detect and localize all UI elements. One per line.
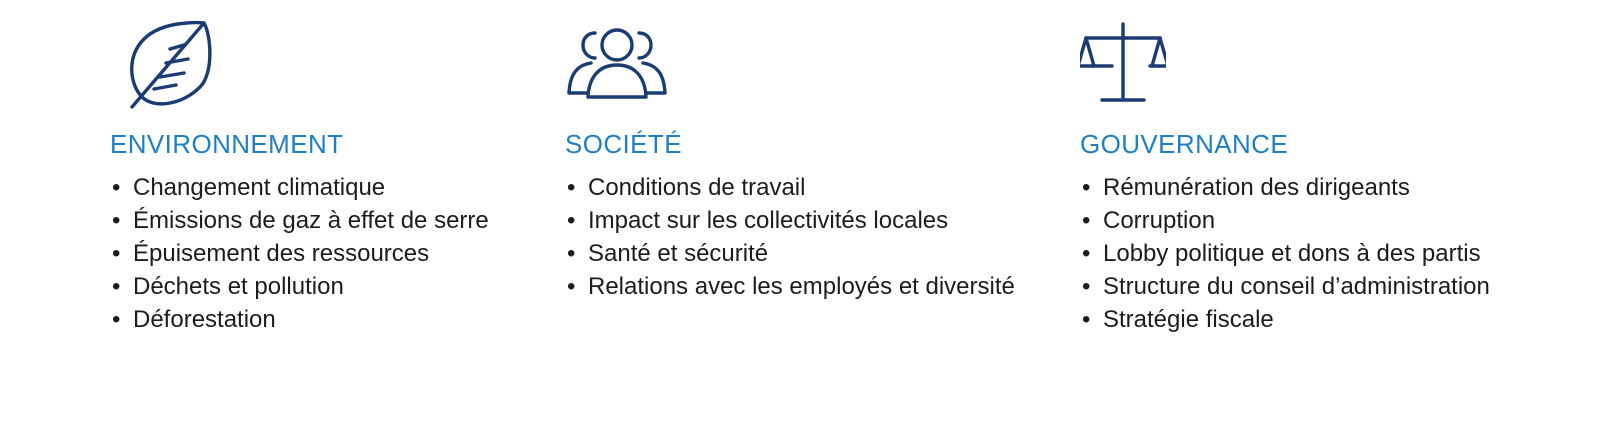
list-item: • Impact sur les collectivités locales bbox=[565, 204, 1065, 237]
list-item: • Rémunération des dirigeants bbox=[1080, 171, 1560, 204]
balance-scale-icon bbox=[1080, 0, 1560, 130]
people-group-icon bbox=[565, 0, 1065, 130]
list-item: • Stratégie fiscale bbox=[1080, 303, 1560, 336]
list-item: • Déforestation bbox=[110, 303, 550, 336]
pillar-title: ENVIRONNEMENT bbox=[110, 129, 344, 159]
list-item: • Santé et sécurité bbox=[565, 237, 1065, 270]
list-item: • Corruption bbox=[1080, 204, 1560, 237]
list-item: • Relations avec les employés et diversité bbox=[565, 270, 1065, 303]
list-item: • Changement climatique bbox=[110, 171, 550, 204]
pillar-item-list bbox=[110, 171, 550, 336]
pillar-title: GOUVERNANCE bbox=[1080, 129, 1289, 159]
list-item: • Épuisement des ressources bbox=[110, 237, 550, 270]
list-item: • Déchets et pollution bbox=[110, 270, 550, 303]
pillar-societe bbox=[565, 0, 1065, 303]
leaf-icon bbox=[110, 0, 550, 130]
list-item: • Structure du conseil d’administration bbox=[1080, 270, 1560, 303]
list-item: • Lobby politique et dons à des partis bbox=[1080, 237, 1560, 270]
list-item: • Émissions de gaz à effet de serre bbox=[110, 204, 550, 237]
pillar-item-list bbox=[1080, 171, 1560, 336]
pillar-environnement bbox=[110, 0, 550, 336]
pillar-item-list bbox=[565, 171, 1065, 303]
pillar-gouvernance bbox=[1080, 0, 1560, 336]
list-item: • Conditions de travail bbox=[565, 171, 1065, 204]
pillar-title: SOCIÉTÉ bbox=[565, 129, 682, 159]
